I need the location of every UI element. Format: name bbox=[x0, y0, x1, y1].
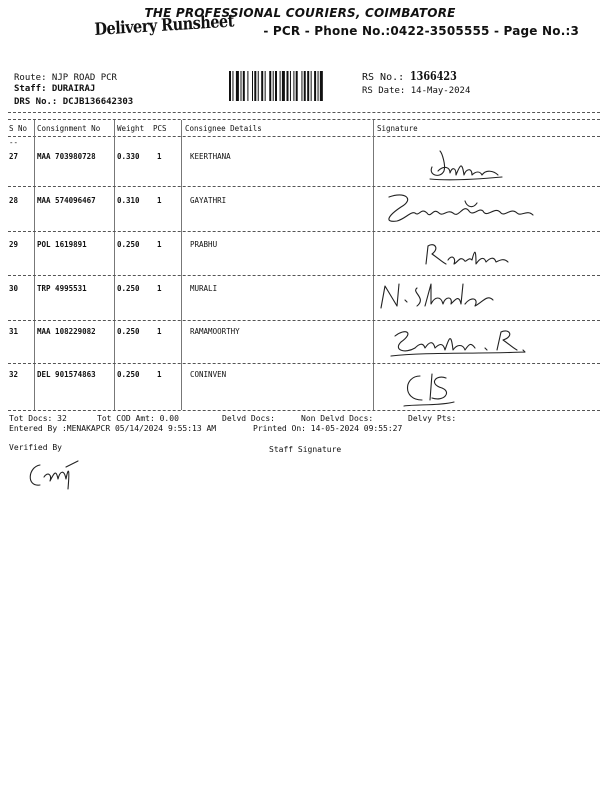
barcode-bar bbox=[229, 71, 231, 101]
signature-row-31 bbox=[385, 322, 535, 360]
cell-pcs: 1 bbox=[157, 196, 162, 205]
company-name: THE PROFESSIONAL COURIERS, COIMBATORE bbox=[144, 6, 456, 20]
cell-weight: 0.250 bbox=[117, 284, 140, 293]
cell-consignment: DEL 901574863 bbox=[37, 370, 96, 379]
cell-consignee: RAMAMOORTHY bbox=[190, 327, 240, 336]
col-header-sno: S No bbox=[9, 124, 28, 133]
cell-consignment: MAA 703980728 bbox=[37, 152, 96, 161]
delivered-docs: Delvd Docs: bbox=[222, 414, 275, 423]
barcode-bar bbox=[307, 71, 309, 101]
barcode bbox=[229, 71, 353, 101]
column-divider bbox=[181, 120, 182, 410]
barcode-bar bbox=[320, 71, 323, 101]
col-header-signature: Signature bbox=[377, 124, 418, 133]
barcode-bar bbox=[273, 71, 274, 101]
cell-weight: 0.250 bbox=[117, 240, 140, 249]
verified-by-label: Verified By bbox=[9, 443, 62, 452]
title-details: - PCR - Phone No.:0422-3505555 - Page No.:3 bbox=[258, 24, 580, 38]
barcode-bar bbox=[269, 71, 271, 101]
cell-consignment: MAA 574096467 bbox=[37, 196, 96, 205]
row-divider bbox=[8, 275, 600, 276]
document-title: Delivery Runsheet bbox=[94, 11, 235, 41]
barcode-bar bbox=[252, 71, 253, 101]
cell-pcs: 1 bbox=[157, 284, 162, 293]
staff-label: Staff: DURAIRAJ bbox=[14, 84, 96, 94]
cell-consignee: CONINVEN bbox=[190, 370, 227, 379]
rs-number bbox=[362, 69, 469, 83]
barcode-bar bbox=[318, 71, 319, 101]
signature-row-27 bbox=[420, 145, 510, 185]
signature-row-30 bbox=[375, 278, 505, 316]
rs-date: RS Date: 14-May-2024 bbox=[362, 86, 471, 96]
cell-consignee: PRABHU bbox=[190, 240, 218, 249]
column-divider bbox=[114, 120, 115, 410]
cell-consignment: TRP 4995531 bbox=[37, 284, 87, 293]
cell-sno: 31 bbox=[9, 327, 19, 336]
cell-pcs: 1 bbox=[157, 370, 162, 379]
cell-pcs: 1 bbox=[157, 152, 162, 161]
barcode-bar bbox=[293, 71, 294, 101]
printed-on: Printed On: 14-05-2024 09:55:27 bbox=[253, 424, 403, 433]
cell-consignment: POL 1619891 bbox=[37, 240, 87, 249]
rs-number-value: 1366423 bbox=[410, 69, 457, 83]
col-header-consignment: Consignment No bbox=[37, 124, 101, 133]
row-divider bbox=[8, 320, 600, 321]
barcode-bar bbox=[243, 71, 245, 101]
barcode-bar bbox=[282, 71, 285, 101]
cell-sno: 27 bbox=[9, 152, 19, 161]
non-delivered-docs: Non Delvd Docs: bbox=[301, 414, 374, 423]
delivery-points: Delvy Pts: bbox=[408, 414, 457, 423]
cell-sno: 32 bbox=[9, 370, 19, 379]
barcode-bar bbox=[258, 71, 259, 101]
cell-consignment: MAA 108229082 bbox=[37, 327, 96, 336]
entered-by: Entered By :MENAKAPCR 05/14/2024 9:55:13 AM bbox=[9, 424, 217, 433]
barcode-bar bbox=[311, 71, 312, 101]
cell-sno: 28 bbox=[9, 196, 19, 205]
barcode-bar bbox=[301, 71, 302, 101]
cell-sno: 30 bbox=[9, 284, 19, 293]
barcode-bar bbox=[241, 71, 242, 101]
cell-consignee: GAYATHRI bbox=[190, 196, 227, 205]
barcode-bar bbox=[236, 71, 239, 101]
barcode-bar bbox=[287, 71, 289, 101]
cell-pcs: 1 bbox=[157, 327, 162, 336]
barcode-bar bbox=[304, 71, 306, 101]
cell-weight: 0.250 bbox=[117, 370, 140, 379]
col-header-weight: Weight bbox=[117, 124, 145, 133]
total-cod-amount: Tot COD Amt: 0.00 bbox=[97, 414, 179, 423]
barcode-bar bbox=[275, 71, 277, 101]
signature-row-28 bbox=[375, 189, 555, 231]
staff-signature-label: Staff Signature bbox=[269, 445, 342, 454]
row-divider bbox=[8, 363, 600, 364]
col-header-pcs: PCS bbox=[153, 124, 167, 133]
barcode-bar bbox=[254, 71, 256, 101]
cell-pcs: 1 bbox=[157, 240, 162, 249]
barcode-bar bbox=[290, 71, 291, 101]
column-divider bbox=[34, 120, 35, 410]
row-divider bbox=[8, 231, 600, 232]
row-divider bbox=[8, 186, 600, 187]
cell-consignee: MURALI bbox=[190, 284, 218, 293]
cell-consignee: KEERTHANA bbox=[190, 152, 231, 161]
cell-sno: 29 bbox=[9, 240, 19, 249]
route-label: Route: NJP ROAD PCR bbox=[14, 73, 117, 83]
barcode-bar bbox=[265, 71, 266, 101]
signature-row-32 bbox=[398, 366, 458, 410]
barcode-bar bbox=[314, 71, 316, 101]
table-bottom-rule bbox=[8, 410, 600, 411]
barcode-bar bbox=[261, 71, 263, 101]
barcode-bar bbox=[280, 71, 281, 101]
total-docs: Tot Docs: 32 bbox=[9, 414, 67, 423]
cell-weight: 0.250 bbox=[117, 327, 140, 336]
barcode-bar bbox=[296, 71, 298, 101]
cell-weight: 0.310 bbox=[117, 196, 140, 205]
cell-weight: 0.330 bbox=[117, 152, 140, 161]
rs-number-label: RS No.: bbox=[362, 72, 405, 83]
header-bottom-rule bbox=[8, 136, 600, 137]
barcode-bar bbox=[247, 71, 248, 101]
col-header-consignee: Consignee Details bbox=[185, 124, 262, 133]
column-divider bbox=[373, 120, 374, 410]
table-top-rule-2 bbox=[8, 119, 600, 120]
verifier-signature bbox=[22, 455, 82, 497]
table-top-rule bbox=[8, 112, 600, 113]
barcode-bar bbox=[232, 71, 233, 101]
signature-row-29 bbox=[418, 238, 518, 272]
drs-number: DRS No.: DCJB136642303 bbox=[14, 97, 134, 107]
